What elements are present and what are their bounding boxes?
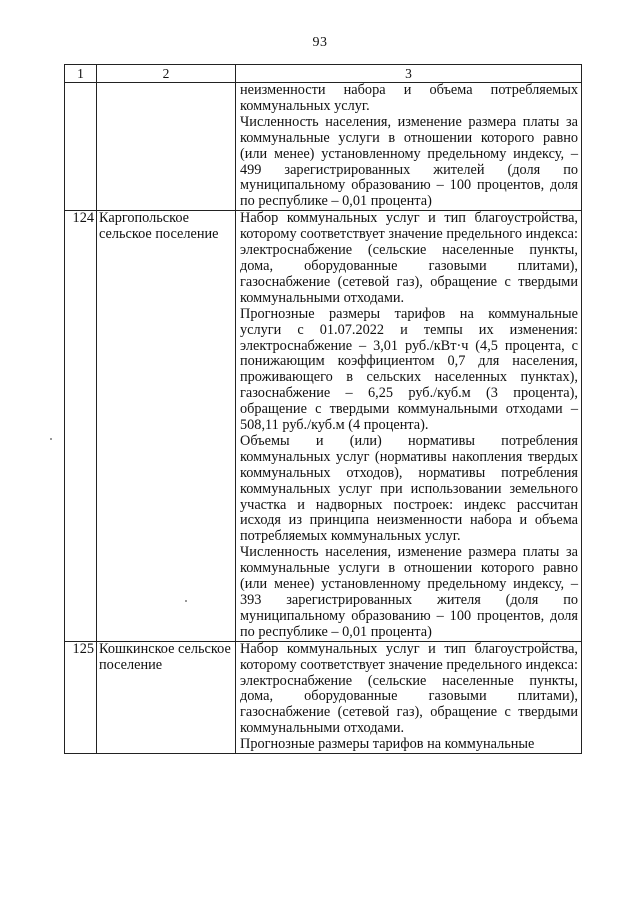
column-header-2: 2 <box>97 65 236 83</box>
municipality-name <box>97 83 236 211</box>
regulation-table <box>64 64 582 754</box>
municipality-name: Кошкинское сельское поселение <box>97 641 236 753</box>
table-row <box>65 641 582 753</box>
municipality-name: Каргопольское сельское поселение <box>97 211 236 641</box>
scan-speck <box>50 438 52 440</box>
content-paragraph: Набор коммунальных услуг и тип благоустройства, которому соответствует значение предельного индекса: электроснабжение (сельские населенные пункты, дома, оборудованные газовыми плитами), газоснабжение (сетевой газ), обращение с твердыми коммунальными отходами. <box>240 640 578 737</box>
content-paragraph: Объемы и (или) нормативы потребления коммунальных услуг (нормативы накопления твердых коммунальных отходов), нормативы потребления коммунальных услуг при использовании земельного участка и надворных построек: индекс рассчитан исходя из принципа неизменности набора и объема потребляемых коммунальных услуг. <box>240 432 578 545</box>
content-paragraph: Численность населения, изменение размера платы за коммунальные услуги в отношении которого равно (или менее) установленному предельному индексу, – 499 зарегистрированных жителей (доля по муниципальному образованию – 100 процентов, доля по республике – 0,01 процента) <box>240 113 578 210</box>
page-number: 93 <box>312 35 328 50</box>
row-number: 125 <box>65 641 97 753</box>
row-content <box>236 83 582 211</box>
table-header-row <box>65 65 582 83</box>
column-header-3: 3 <box>236 65 582 83</box>
content-paragraph: неизменности набора и объема потребляемых коммунальных услуг. <box>240 82 578 114</box>
column-header-1: 1 <box>65 65 97 83</box>
content-paragraph: Численность населения, изменение размера платы за коммунальные услуги в отношении которого равно (или менее) установленному предельному индексу, – 393 зарегистрированных жителя (доля по муниципальному образованию – 100 процентов, доля по республике – 0,01 процента) <box>240 544 578 640</box>
row-content <box>236 641 582 753</box>
row-content <box>236 211 582 641</box>
table-row <box>65 211 582 641</box>
content-paragraph: Набор коммунальных услуг и тип благоустройства, которому соответствует значение предельного индекса: электроснабжение (сельские населенные пункты, дома, оборудованные газовыми плитами), газоснабжение (сетевой газ), обращение с твердыми коммунальными отходами. <box>240 210 578 306</box>
content-paragraph: Прогнозные размеры тарифов на коммунальные услуги с 01.07.2022 и темпы их изменения: электроснабжение – 3,01 руб./кВт·ч (4,5 процента, с понижающим коэффициентом 0,7 для населения, проживающего в сельских населенных пунктах), газоснабжение – 6,25 руб./куб.м (3 процента), обращение с твердыми коммунальными отходами – 508,11 руб./куб.м (4 процента). <box>240 305 578 434</box>
row-number: 124 <box>65 211 97 641</box>
table-row <box>65 83 582 211</box>
row-number <box>65 83 97 211</box>
content-paragraph: Прогнозные размеры тарифов на коммунальные <box>240 736 535 753</box>
